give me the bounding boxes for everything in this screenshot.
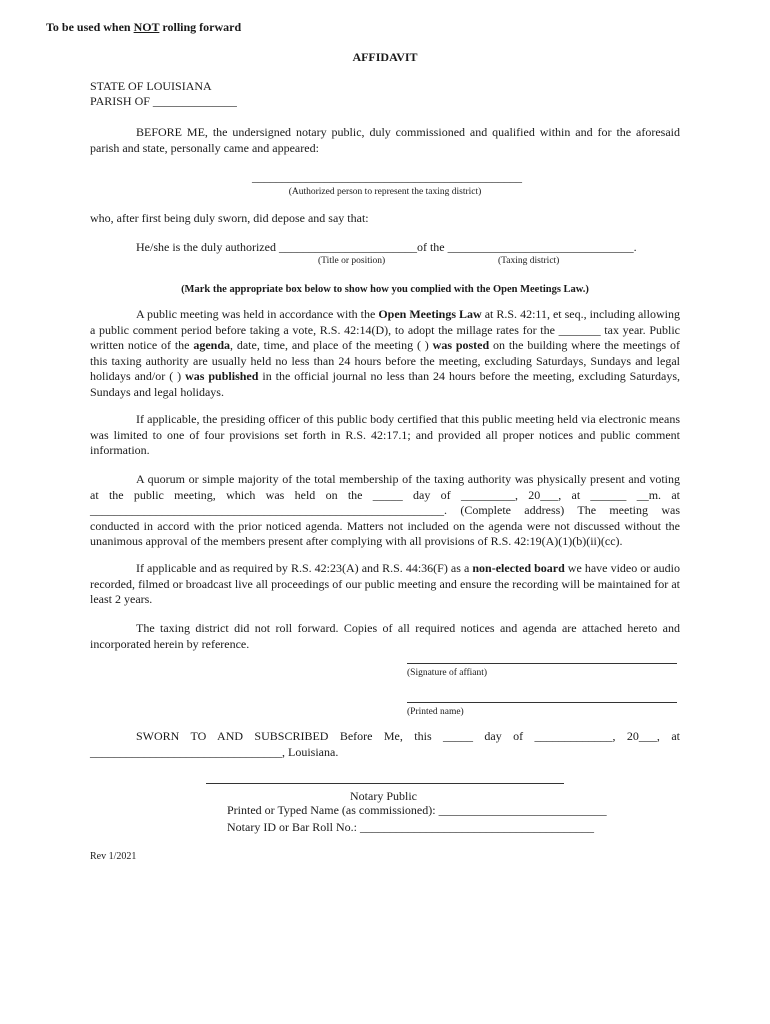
electronic-means-paragraph: If applicable, the presiding officer of this public body certified that this public meeting held via electronic means was limited to one of four provisions set forth in R.S. 42:17.1; and provided all proper notices and public comment information. [90, 412, 680, 457]
roll-forward-paragraph: The taxing district did not roll forward. Copies of all required notices and agenda are attached hereto and incorporated herein by reference. [90, 621, 680, 651]
printed-name-caption: (Printed name) [407, 707, 464, 717]
p1-agenda: agenda [193, 338, 231, 352]
recording-paragraph [90, 561, 680, 608]
p1-was-published: was published [185, 369, 259, 383]
quorum-paragraph: A quorum or simple majority of the total membership of the taxing authority was physically present and voting at the public meeting, which was held on the _____ day of _________, 20___, at ______ __m. at ___________________________________________________________. (Complete address) The meeting was conducted in accord with the prior noticed agenda. Matters not included on the agenda were not discussed without the unanimous approval of the members present after complying with all provisions of R.S. 42:19(A)(1)(b)(ii)(cc). [90, 472, 680, 548]
p4-text-1: If applicable and as required by R.S. 42:23(A) and R.S. 44:36(F) as a [136, 561, 473, 575]
title-district-line[interactable]: He/she is the duly authorized _______________________of the _______________________________. [136, 240, 637, 254]
state-line: STATE OF LOUISIANA [90, 79, 212, 93]
before-me-paragraph: BEFORE ME, the undersigned notary public, duly commissioned and qualified within and for the aforesaid parish and state, personally came and appeared: [90, 125, 680, 155]
p4-non-elected-board: non-elected board [472, 561, 565, 575]
authorized-person-caption: (Authorized person to represent the taxing district) [288, 187, 482, 197]
p1-text-3: , date, time, and place of the meeting ( ) [230, 338, 433, 352]
mark-instruction: (Mark the appropriate box below to show how you complied with the Open Meetings Law.) [181, 284, 589, 295]
printed-name-line[interactable] [407, 702, 677, 703]
form-usage-note [46, 20, 241, 36]
signature-line[interactable] [407, 663, 677, 664]
signature-caption: (Signature of affiant) [407, 668, 488, 678]
p1-text-2: at R.S. 42:11, et seq., including allowing a public comment period before taking a vote, R.S. 42:14(D), to adopt the millage rates for the _______ tax year. Public written notice of the [90, 307, 680, 352]
p1-text-1: A public meeting was held in accordance with the [136, 307, 379, 321]
district-caption: (Taxing district) [498, 256, 560, 266]
affidavit-title: AFFIDAVIT [352, 50, 418, 64]
p1-open-meetings-law: Open Meetings Law [378, 307, 482, 321]
notary-title: Notary Public [350, 789, 417, 803]
revision-label: Rev 1/2021 [90, 851, 137, 862]
authorized-person-line[interactable]: _____________________________________________ [252, 170, 522, 184]
sworn-subscribed-paragraph: SWORN TO AND SUBSCRIBED Before Me, this _____ day of _____________, 20___, at ________________________________, Louisiana. [90, 729, 680, 759]
p1-text-4: on the building where the meetings of this taxing authority are usually held no less than 24 hours before the meeting, excluding Saturdays, Sundays and legal holidays and/or ( ) [90, 338, 680, 383]
usage-prefix: To be used when [46, 20, 134, 34]
p1-text-5: in the official journal no less than 24 hours before the meeting, excluding Saturdays, Sundays and legal holidays. [90, 369, 680, 399]
sworn-intro: who, after first being duly sworn, did depose and say that: [90, 211, 369, 225]
usage-not: NOT [133, 20, 160, 34]
usage-suffix: rolling forward [159, 20, 242, 34]
p1-was-posted: was posted [432, 338, 490, 352]
parish-line: PARISH OF ______________ [90, 94, 237, 108]
notary-signature-line[interactable] [206, 783, 564, 784]
title-caption: (Title or position) [318, 256, 386, 266]
p4-text-2: we have video or audio recorded, filmed or broadcast live all proceedings of our public meeting and ensure the recording will be maintained for at least 2 years. [90, 561, 680, 606]
notary-printed-name[interactable]: Printed or Typed Name (as commissioned): ____________________________ [227, 803, 607, 817]
notary-id[interactable]: Notary ID or Bar Roll No.: _______________________________________ [227, 820, 594, 834]
open-meetings-paragraph [90, 307, 680, 400]
